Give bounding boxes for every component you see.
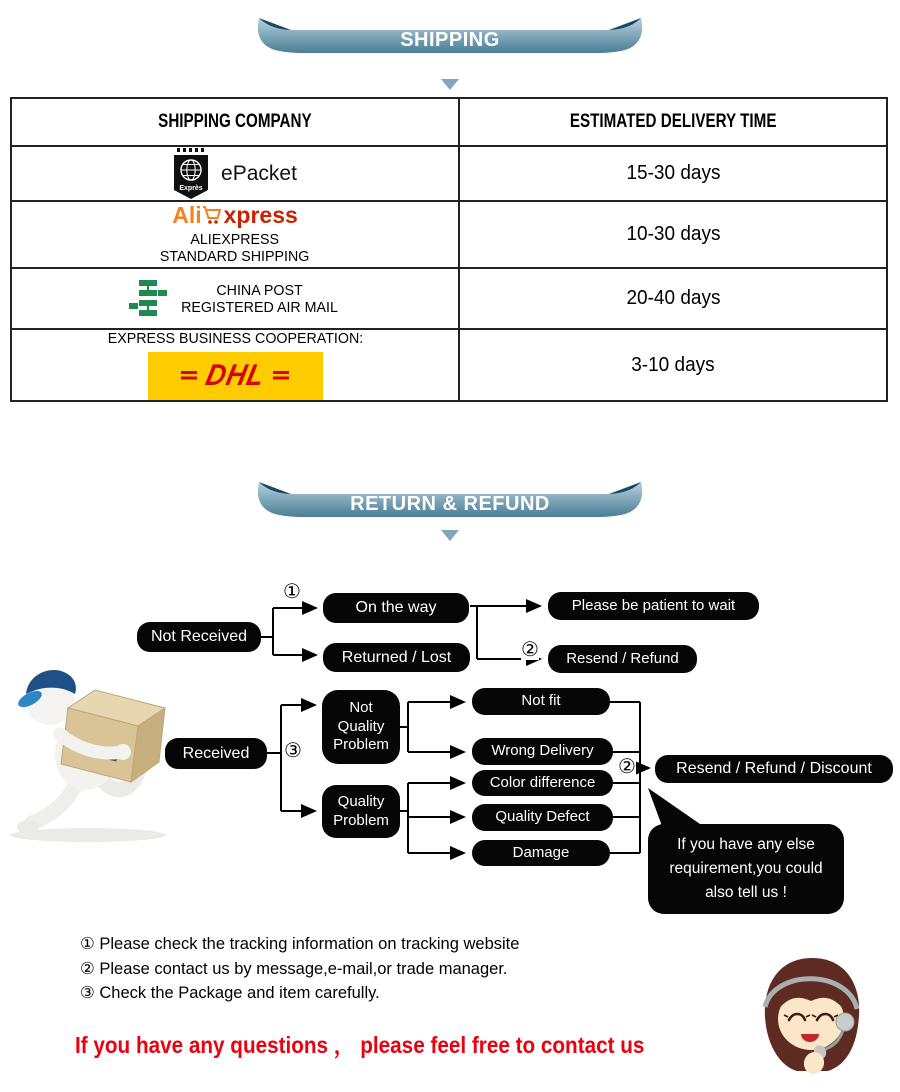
flow-marker-2b: ② bbox=[618, 756, 636, 778]
speech-bubble: If you have any else requirement,you could also tell us ! bbox=[648, 824, 844, 914]
table-cell-epacket-time: 15-30 days bbox=[460, 145, 886, 200]
company-name: ePacket bbox=[221, 161, 297, 185]
return-refund-flowchart bbox=[0, 560, 900, 920]
epacket-logo-dashes bbox=[177, 148, 205, 152]
note-1: ① Please check the tracking information on tracking website bbox=[80, 935, 520, 953]
customer-service-girl-icon bbox=[752, 953, 872, 1078]
contact-us-message: If you have any questions ， please feel free to contact us bbox=[75, 1032, 645, 1058]
down-arrow-icon bbox=[441, 530, 459, 541]
dhl-logo: DHL bbox=[148, 352, 323, 400]
flow-node-not-received: Not Received bbox=[137, 622, 261, 652]
shipping-banner bbox=[255, 12, 645, 60]
table-row-epacket-company bbox=[12, 145, 460, 200]
aliexpress-logo: Ali xpress bbox=[172, 202, 298, 228]
shipping-method-line1: ALIEXPRESS bbox=[190, 231, 280, 248]
return-refund-banner bbox=[255, 476, 645, 524]
flow-node-on-the-way: On the way bbox=[323, 593, 469, 623]
shipping-table bbox=[10, 97, 888, 402]
table-row-aliexpress-company bbox=[12, 200, 460, 267]
flow-node-not-quality-problem: Not Quality Problem bbox=[322, 690, 400, 764]
flow-node-quality-problem: Quality Problem bbox=[322, 785, 400, 838]
down-arrow-icon bbox=[441, 79, 459, 90]
table-cell-chinapost-time: 20-40 days bbox=[460, 267, 886, 328]
speech-bubble-tail bbox=[648, 788, 700, 826]
epacket-shield-icon bbox=[173, 154, 209, 200]
flow-marker-1: ① bbox=[283, 581, 301, 603]
table-header-delivery-time: ESTIMATED DELIVERY TIME bbox=[569, 111, 777, 132]
flow-notes bbox=[80, 932, 519, 1006]
flow-marker-3: ③ bbox=[284, 740, 302, 762]
flow-node-not-fit: Not fit bbox=[472, 688, 610, 715]
express-cooperation-label: EXPRESS BUSINESS COOPERATION: bbox=[107, 330, 363, 347]
return-refund-banner-title: RETURN & REFUND bbox=[350, 493, 550, 515]
dhl-stripe-right bbox=[273, 371, 289, 382]
shipping-banner-title: SHIPPING bbox=[400, 29, 500, 51]
svg-text:Exprès: Exprès bbox=[179, 184, 203, 192]
china-post-logo-icon bbox=[127, 278, 169, 320]
shopping-cart-icon bbox=[202, 204, 224, 226]
shipping-method-line2: REGISTERED AIR MAIL bbox=[181, 298, 339, 316]
dhl-stripe-left bbox=[181, 371, 197, 382]
flow-node-damage: Damage bbox=[472, 840, 610, 866]
flow-node-color-difference: Color difference bbox=[472, 770, 613, 796]
flow-marker-2: ② bbox=[521, 639, 539, 661]
flow-node-received: Received bbox=[165, 738, 267, 769]
table-header-company: SHIPPING COMPANY bbox=[12, 99, 460, 145]
flow-node-be-patient: Please be patient to wait bbox=[548, 592, 759, 620]
flow-node-quality-defect: Quality Defect bbox=[472, 804, 613, 831]
flow-node-returned-lost: Returned / Lost bbox=[323, 643, 470, 672]
epacket-logo-icon bbox=[173, 148, 209, 200]
flow-node-resend-refund: Resend / Refund bbox=[548, 645, 697, 673]
table-cell-aliexpress-time: 10-30 days bbox=[460, 200, 886, 267]
shipping-method-line2: STANDARD SHIPPING bbox=[160, 248, 310, 265]
flow-node-resend-refund-discount: Resend / Refund / Discount bbox=[655, 755, 893, 783]
note-3: ③ Check the Package and item carefully. bbox=[80, 984, 380, 1002]
table-row-chinapost-company bbox=[12, 267, 460, 328]
shipping-method-line1: CHINA POST bbox=[216, 281, 304, 299]
table-cell-dhl-time: 3-10 days bbox=[460, 328, 886, 400]
table-row-dhl-company bbox=[12, 328, 460, 400]
flow-node-wrong-delivery: Wrong Delivery bbox=[472, 738, 613, 765]
note-2: ② Please contact us by message,e-mail,or trade manager. bbox=[80, 959, 508, 978]
